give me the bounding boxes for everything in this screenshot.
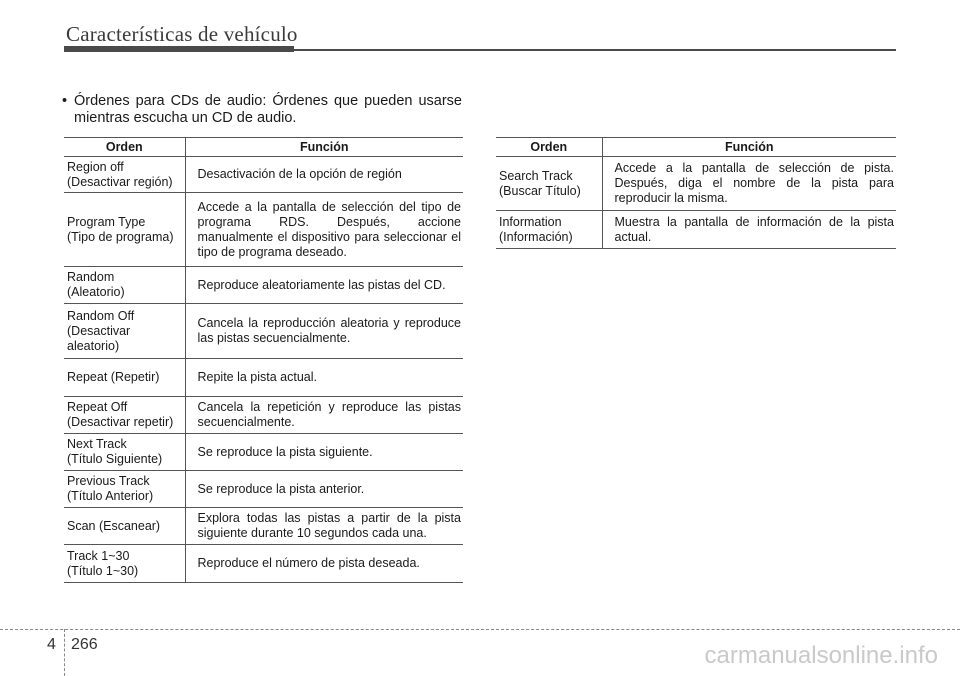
function-cell: Explora todas las pistas a partir de la pista siguiente durante 10 segundos cada una. [185, 508, 463, 545]
function-cell: Accede a la pantalla de selección del tipo de programa RDS. Después, accione manualmente el dispositivo para seleccionar el tipo de programa deseado. [185, 193, 463, 267]
table-row [496, 211, 896, 249]
command-cell: Program Type (Tipo de programa) [64, 193, 185, 267]
table-row [64, 471, 463, 508]
bullet-glyph: • [62, 93, 68, 109]
function-cell: Desactivación de la opción de región [185, 157, 463, 193]
command-cell: Previous Track (Título Anterior) [64, 471, 185, 508]
table-row [64, 304, 463, 359]
function-cell: Se reproduce la pista anterior. [185, 471, 463, 508]
command-cell: Random (Aleatorio) [64, 267, 185, 304]
function-cell: Cancela la repetición y reproduce las pistas secuencialmente. [185, 397, 463, 434]
command-cell: Track 1~30 (Título 1~30) [64, 545, 185, 583]
table-row [64, 267, 463, 304]
table-body-left [64, 157, 463, 583]
command-cell: Random Off (Desactivar aleatorio) [64, 304, 185, 359]
command-cell: Search Track (Buscar Título) [496, 157, 602, 211]
command-cell: Next Track (Título Siguiente) [64, 434, 185, 471]
command-cell: Repeat Off (Desactivar repetir) [64, 397, 185, 434]
command-cell: Scan (Escanear) [64, 508, 185, 545]
watermark: carmanualsonline.info [704, 642, 938, 669]
page-number: 266 [71, 636, 98, 653]
function-cell: Se reproduce la pista siguiente. [185, 434, 463, 471]
voice-command-table-right [496, 137, 896, 249]
footer-dashed-divider [64, 629, 65, 676]
function-cell: Reproduce el número de pista deseada. [185, 545, 463, 583]
table-row [64, 434, 463, 471]
table-row [64, 397, 463, 434]
intro-text: Órdenes para CDs de audio: Órdenes que pueden usarse mientras escucha un CD de audio. [74, 93, 462, 126]
function-cell: Muestra la pantalla de información de la pista actual. [602, 211, 896, 249]
table-row [64, 359, 463, 397]
page-header-title: Características de vehículo [66, 22, 298, 46]
chapter-number: 4 [47, 636, 56, 653]
table-row [64, 545, 463, 583]
function-cell: Reproduce aleatoriamente las pistas del CD. [185, 267, 463, 304]
footer-dashed-rule [0, 629, 960, 630]
header-rule-thin [64, 49, 896, 51]
table-row [64, 157, 463, 193]
column-header-funcion: Función [185, 138, 463, 157]
table-row [64, 193, 463, 267]
command-cell: Information (Información) [496, 211, 602, 249]
intro-bullet-paragraph [62, 93, 462, 127]
table-row [64, 508, 463, 545]
table-body-right [496, 157, 896, 249]
function-cell: Cancela la reproducción aleatoria y reproduce las pistas secuencialmente. [185, 304, 463, 359]
command-cell: Repeat (Repetir) [64, 359, 185, 397]
column-header-funcion: Función [602, 138, 896, 157]
table-row [496, 157, 896, 211]
command-cell: Region off (Desactivar región) [64, 157, 185, 193]
function-cell: Repite la pista actual. [185, 359, 463, 397]
column-header-orden: Orden [496, 138, 602, 157]
voice-command-table-left [64, 137, 463, 583]
function-cell: Accede a la pantalla de selección de pista. Después, diga el nombre de la pista para reproducir la misma. [602, 157, 896, 211]
column-header-orden: Orden [64, 138, 185, 157]
